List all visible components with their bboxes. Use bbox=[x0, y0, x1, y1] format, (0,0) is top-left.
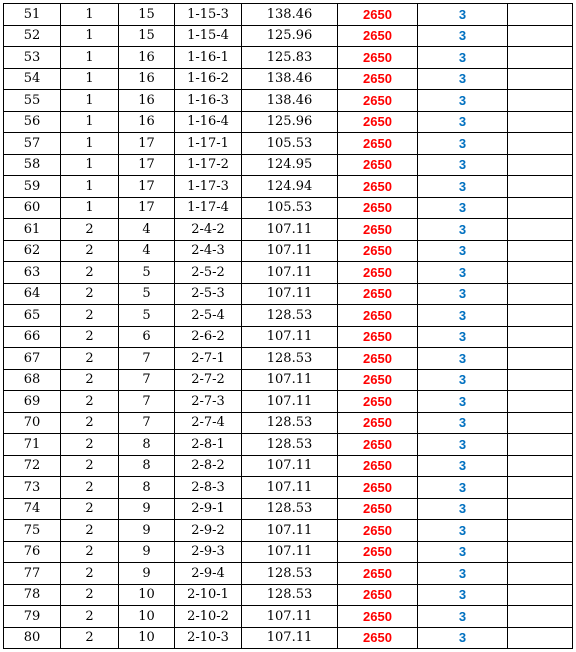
building-cell: 2 bbox=[61, 369, 119, 391]
unit-cell: 2-9-3 bbox=[175, 541, 242, 563]
grade-cell: 3 bbox=[418, 154, 508, 176]
floor-cell: 10 bbox=[119, 627, 175, 649]
unit-cell: 2-7-2 bbox=[175, 369, 242, 391]
table-row bbox=[4, 348, 573, 370]
price-cell: 2650 bbox=[338, 47, 418, 69]
row-number-cell: 79 bbox=[4, 606, 61, 628]
table-row bbox=[4, 412, 573, 434]
note-cell bbox=[508, 563, 573, 585]
grade-cell: 3 bbox=[418, 477, 508, 499]
price-cell: 2650 bbox=[338, 498, 418, 520]
note-cell bbox=[508, 262, 573, 284]
grade-cell: 3 bbox=[418, 391, 508, 413]
note-cell bbox=[508, 25, 573, 47]
note-cell bbox=[508, 68, 573, 90]
floor-cell: 16 bbox=[119, 111, 175, 133]
note-cell bbox=[508, 391, 573, 413]
building-cell: 2 bbox=[61, 219, 119, 241]
row-number-cell: 68 bbox=[4, 369, 61, 391]
unit-cell: 2-7-3 bbox=[175, 391, 242, 413]
floor-cell: 8 bbox=[119, 434, 175, 456]
unit-cell: 2-10-3 bbox=[175, 627, 242, 649]
row-number-cell: 53 bbox=[4, 47, 61, 69]
table-row bbox=[4, 541, 573, 563]
row-number-cell: 75 bbox=[4, 520, 61, 542]
price-cell: 2650 bbox=[338, 627, 418, 649]
floor-cell: 6 bbox=[119, 326, 175, 348]
price-cell: 2650 bbox=[338, 25, 418, 47]
row-number-cell: 76 bbox=[4, 541, 61, 563]
building-cell: 2 bbox=[61, 477, 119, 499]
unit-cell: 2-7-4 bbox=[175, 412, 242, 434]
note-cell bbox=[508, 541, 573, 563]
price-cell: 2650 bbox=[338, 369, 418, 391]
unit-cell: 2-8-2 bbox=[175, 455, 242, 477]
floor-cell: 16 bbox=[119, 47, 175, 69]
note-cell bbox=[508, 627, 573, 649]
note-cell bbox=[508, 477, 573, 499]
grade-cell: 3 bbox=[418, 240, 508, 262]
building-cell: 2 bbox=[61, 412, 119, 434]
price-cell: 2650 bbox=[338, 606, 418, 628]
row-number-cell: 62 bbox=[4, 240, 61, 262]
area-cell: 128.53 bbox=[242, 412, 338, 434]
table-row bbox=[4, 477, 573, 499]
table-row bbox=[4, 4, 573, 26]
building-cell: 1 bbox=[61, 154, 119, 176]
area-cell: 107.11 bbox=[242, 520, 338, 542]
unit-cell: 2-5-2 bbox=[175, 262, 242, 284]
price-cell: 2650 bbox=[338, 262, 418, 284]
unit-cell: 2-4-3 bbox=[175, 240, 242, 262]
floor-cell: 17 bbox=[119, 176, 175, 198]
row-number-cell: 70 bbox=[4, 412, 61, 434]
note-cell bbox=[508, 434, 573, 456]
note-cell bbox=[508, 455, 573, 477]
building-cell: 2 bbox=[61, 305, 119, 327]
building-cell: 1 bbox=[61, 197, 119, 219]
table-row bbox=[4, 391, 573, 413]
building-cell: 2 bbox=[61, 498, 119, 520]
table-row bbox=[4, 133, 573, 155]
table-row bbox=[4, 25, 573, 47]
building-cell: 1 bbox=[61, 133, 119, 155]
price-cell: 2650 bbox=[338, 391, 418, 413]
table-row bbox=[4, 305, 573, 327]
building-cell: 2 bbox=[61, 348, 119, 370]
note-cell bbox=[508, 326, 573, 348]
grade-cell: 3 bbox=[418, 584, 508, 606]
table-row bbox=[4, 434, 573, 456]
area-cell: 107.11 bbox=[242, 326, 338, 348]
row-number-cell: 72 bbox=[4, 455, 61, 477]
floor-cell: 17 bbox=[119, 197, 175, 219]
price-cell: 2650 bbox=[338, 176, 418, 198]
price-cell: 2650 bbox=[338, 240, 418, 262]
grade-cell: 3 bbox=[418, 455, 508, 477]
area-cell: 128.53 bbox=[242, 584, 338, 606]
floor-cell: 17 bbox=[119, 154, 175, 176]
table-row bbox=[4, 154, 573, 176]
floor-cell: 10 bbox=[119, 606, 175, 628]
table-row bbox=[4, 197, 573, 219]
grade-cell: 3 bbox=[418, 111, 508, 133]
row-number-cell: 58 bbox=[4, 154, 61, 176]
floor-cell: 9 bbox=[119, 541, 175, 563]
price-cell: 2650 bbox=[338, 541, 418, 563]
grade-cell: 3 bbox=[418, 219, 508, 241]
unit-cell: 1-16-2 bbox=[175, 68, 242, 90]
area-cell: 125.83 bbox=[242, 47, 338, 69]
row-number-cell: 69 bbox=[4, 391, 61, 413]
row-number-cell: 66 bbox=[4, 326, 61, 348]
price-cell: 2650 bbox=[338, 584, 418, 606]
unit-cell: 2-7-1 bbox=[175, 348, 242, 370]
grade-cell: 3 bbox=[418, 90, 508, 112]
table-row bbox=[4, 90, 573, 112]
building-cell: 2 bbox=[61, 262, 119, 284]
unit-cell: 2-6-2 bbox=[175, 326, 242, 348]
area-cell: 107.11 bbox=[242, 455, 338, 477]
grade-cell: 3 bbox=[418, 498, 508, 520]
area-cell: 107.11 bbox=[242, 219, 338, 241]
area-cell: 128.53 bbox=[242, 563, 338, 585]
building-cell: 2 bbox=[61, 520, 119, 542]
row-number-cell: 61 bbox=[4, 219, 61, 241]
building-cell: 2 bbox=[61, 391, 119, 413]
row-number-cell: 73 bbox=[4, 477, 61, 499]
floor-cell: 4 bbox=[119, 240, 175, 262]
note-cell bbox=[508, 584, 573, 606]
note-cell bbox=[508, 412, 573, 434]
row-number-cell: 63 bbox=[4, 262, 61, 284]
row-number-cell: 74 bbox=[4, 498, 61, 520]
price-cell: 2650 bbox=[338, 133, 418, 155]
row-number-cell: 54 bbox=[4, 68, 61, 90]
floor-cell: 15 bbox=[119, 25, 175, 47]
unit-cell: 2-5-4 bbox=[175, 305, 242, 327]
floor-cell: 4 bbox=[119, 219, 175, 241]
unit-cell: 2-8-3 bbox=[175, 477, 242, 499]
table-row bbox=[4, 584, 573, 606]
price-cell: 2650 bbox=[338, 326, 418, 348]
unit-cell: 1-17-1 bbox=[175, 133, 242, 155]
note-cell bbox=[508, 369, 573, 391]
note-cell bbox=[508, 197, 573, 219]
note-cell bbox=[508, 305, 573, 327]
unit-cell: 2-10-1 bbox=[175, 584, 242, 606]
building-cell: 2 bbox=[61, 541, 119, 563]
grade-cell: 3 bbox=[418, 563, 508, 585]
area-cell: 105.53 bbox=[242, 133, 338, 155]
price-cell: 2650 bbox=[338, 283, 418, 305]
note-cell bbox=[508, 283, 573, 305]
building-cell: 2 bbox=[61, 240, 119, 262]
price-cell: 2650 bbox=[338, 434, 418, 456]
note-cell bbox=[508, 498, 573, 520]
price-cell: 2650 bbox=[338, 412, 418, 434]
floor-cell: 10 bbox=[119, 584, 175, 606]
grade-cell: 3 bbox=[418, 434, 508, 456]
table-row bbox=[4, 283, 573, 305]
row-number-cell: 56 bbox=[4, 111, 61, 133]
unit-cell: 1-16-4 bbox=[175, 111, 242, 133]
floor-cell: 16 bbox=[119, 68, 175, 90]
price-cell: 2650 bbox=[338, 563, 418, 585]
grade-cell: 3 bbox=[418, 369, 508, 391]
area-cell: 107.11 bbox=[242, 262, 338, 284]
price-cell: 2650 bbox=[338, 477, 418, 499]
unit-cell: 1-15-3 bbox=[175, 4, 242, 26]
table-row bbox=[4, 498, 573, 520]
unit-cell: 2-4-2 bbox=[175, 219, 242, 241]
row-number-cell: 52 bbox=[4, 25, 61, 47]
table-row bbox=[4, 68, 573, 90]
area-cell: 138.46 bbox=[242, 68, 338, 90]
building-cell: 1 bbox=[61, 68, 119, 90]
note-cell bbox=[508, 176, 573, 198]
unit-cell: 1-15-4 bbox=[175, 25, 242, 47]
area-cell: 128.53 bbox=[242, 498, 338, 520]
floor-cell: 9 bbox=[119, 563, 175, 585]
note-cell bbox=[508, 47, 573, 69]
price-cell: 2650 bbox=[338, 348, 418, 370]
area-cell: 105.53 bbox=[242, 197, 338, 219]
table-row bbox=[4, 111, 573, 133]
row-number-cell: 65 bbox=[4, 305, 61, 327]
row-number-cell: 71 bbox=[4, 434, 61, 456]
grade-cell: 3 bbox=[418, 176, 508, 198]
row-number-cell: 55 bbox=[4, 90, 61, 112]
note-cell bbox=[508, 90, 573, 112]
price-cell: 2650 bbox=[338, 90, 418, 112]
grade-cell: 3 bbox=[418, 25, 508, 47]
note-cell bbox=[508, 154, 573, 176]
table-row bbox=[4, 262, 573, 284]
row-number-cell: 60 bbox=[4, 197, 61, 219]
note-cell bbox=[508, 348, 573, 370]
area-cell: 125.96 bbox=[242, 111, 338, 133]
price-cell: 2650 bbox=[338, 154, 418, 176]
unit-cell: 2-5-3 bbox=[175, 283, 242, 305]
grade-cell: 3 bbox=[418, 412, 508, 434]
grade-cell: 3 bbox=[418, 541, 508, 563]
note-cell bbox=[508, 240, 573, 262]
building-cell: 1 bbox=[61, 4, 119, 26]
area-cell: 125.96 bbox=[242, 25, 338, 47]
area-cell: 107.11 bbox=[242, 283, 338, 305]
grade-cell: 3 bbox=[418, 133, 508, 155]
row-number-cell: 64 bbox=[4, 283, 61, 305]
building-cell: 2 bbox=[61, 606, 119, 628]
area-cell: 138.46 bbox=[242, 90, 338, 112]
price-cell: 2650 bbox=[338, 111, 418, 133]
unit-cell: 2-9-1 bbox=[175, 498, 242, 520]
building-cell: 2 bbox=[61, 434, 119, 456]
unit-cell: 2-9-4 bbox=[175, 563, 242, 585]
table-row bbox=[4, 47, 573, 69]
price-cell: 2650 bbox=[338, 520, 418, 542]
table-row bbox=[4, 627, 573, 649]
area-cell: 107.11 bbox=[242, 391, 338, 413]
area-cell: 128.53 bbox=[242, 434, 338, 456]
area-cell: 138.46 bbox=[242, 4, 338, 26]
floor-cell: 16 bbox=[119, 90, 175, 112]
area-cell: 107.11 bbox=[242, 541, 338, 563]
floor-cell: 5 bbox=[119, 262, 175, 284]
row-number-cell: 67 bbox=[4, 348, 61, 370]
unit-cell: 1-17-3 bbox=[175, 176, 242, 198]
building-cell: 1 bbox=[61, 176, 119, 198]
price-cell: 2650 bbox=[338, 219, 418, 241]
price-cell: 2650 bbox=[338, 68, 418, 90]
grade-cell: 3 bbox=[418, 627, 508, 649]
table-row bbox=[4, 176, 573, 198]
grade-cell: 3 bbox=[418, 4, 508, 26]
building-cell: 1 bbox=[61, 111, 119, 133]
unit-cell: 2-8-1 bbox=[175, 434, 242, 456]
floor-cell: 5 bbox=[119, 283, 175, 305]
floor-cell: 8 bbox=[119, 455, 175, 477]
unit-cell: 1-17-4 bbox=[175, 197, 242, 219]
grade-cell: 3 bbox=[418, 197, 508, 219]
floor-cell: 7 bbox=[119, 348, 175, 370]
note-cell bbox=[508, 606, 573, 628]
price-cell: 2650 bbox=[338, 197, 418, 219]
unit-price-table bbox=[3, 3, 573, 649]
building-cell: 2 bbox=[61, 627, 119, 649]
floor-cell: 8 bbox=[119, 477, 175, 499]
building-cell: 2 bbox=[61, 326, 119, 348]
table-row bbox=[4, 326, 573, 348]
grade-cell: 3 bbox=[418, 283, 508, 305]
building-cell: 1 bbox=[61, 47, 119, 69]
note-cell bbox=[508, 111, 573, 133]
grade-cell: 3 bbox=[418, 520, 508, 542]
building-cell: 1 bbox=[61, 25, 119, 47]
area-cell: 107.11 bbox=[242, 240, 338, 262]
unit-cell: 1-16-3 bbox=[175, 90, 242, 112]
floor-cell: 17 bbox=[119, 133, 175, 155]
area-cell: 107.11 bbox=[242, 477, 338, 499]
price-cell: 2650 bbox=[338, 4, 418, 26]
building-cell: 2 bbox=[61, 455, 119, 477]
grade-cell: 3 bbox=[418, 47, 508, 69]
floor-cell: 7 bbox=[119, 369, 175, 391]
floor-cell: 15 bbox=[119, 4, 175, 26]
grade-cell: 3 bbox=[418, 305, 508, 327]
building-cell: 2 bbox=[61, 584, 119, 606]
table-row bbox=[4, 219, 573, 241]
grade-cell: 3 bbox=[418, 348, 508, 370]
area-cell: 128.53 bbox=[242, 348, 338, 370]
building-cell: 2 bbox=[61, 283, 119, 305]
area-cell: 107.11 bbox=[242, 369, 338, 391]
unit-cell: 2-10-2 bbox=[175, 606, 242, 628]
note-cell bbox=[508, 520, 573, 542]
grade-cell: 3 bbox=[418, 606, 508, 628]
area-cell: 107.11 bbox=[242, 627, 338, 649]
table-row bbox=[4, 520, 573, 542]
table-row bbox=[4, 369, 573, 391]
row-number-cell: 80 bbox=[4, 627, 61, 649]
area-cell: 107.11 bbox=[242, 606, 338, 628]
row-number-cell: 59 bbox=[4, 176, 61, 198]
building-cell: 2 bbox=[61, 563, 119, 585]
grade-cell: 3 bbox=[418, 68, 508, 90]
unit-cell: 1-16-1 bbox=[175, 47, 242, 69]
area-cell: 124.94 bbox=[242, 176, 338, 198]
building-cell: 1 bbox=[61, 90, 119, 112]
floor-cell: 9 bbox=[119, 498, 175, 520]
note-cell bbox=[508, 133, 573, 155]
grade-cell: 3 bbox=[418, 262, 508, 284]
price-cell: 2650 bbox=[338, 305, 418, 327]
row-number-cell: 51 bbox=[4, 4, 61, 26]
note-cell bbox=[508, 4, 573, 26]
area-cell: 128.53 bbox=[242, 305, 338, 327]
table-body bbox=[4, 4, 573, 649]
row-number-cell: 78 bbox=[4, 584, 61, 606]
table-row bbox=[4, 606, 573, 628]
note-cell bbox=[508, 219, 573, 241]
floor-cell: 9 bbox=[119, 520, 175, 542]
floor-cell: 7 bbox=[119, 412, 175, 434]
row-number-cell: 77 bbox=[4, 563, 61, 585]
floor-cell: 7 bbox=[119, 391, 175, 413]
grade-cell: 3 bbox=[418, 326, 508, 348]
unit-cell: 2-9-2 bbox=[175, 520, 242, 542]
area-cell: 124.95 bbox=[242, 154, 338, 176]
unit-cell: 1-17-2 bbox=[175, 154, 242, 176]
table-row bbox=[4, 563, 573, 585]
row-number-cell: 57 bbox=[4, 133, 61, 155]
table-row bbox=[4, 240, 573, 262]
price-cell: 2650 bbox=[338, 455, 418, 477]
table-row bbox=[4, 455, 573, 477]
floor-cell: 5 bbox=[119, 305, 175, 327]
